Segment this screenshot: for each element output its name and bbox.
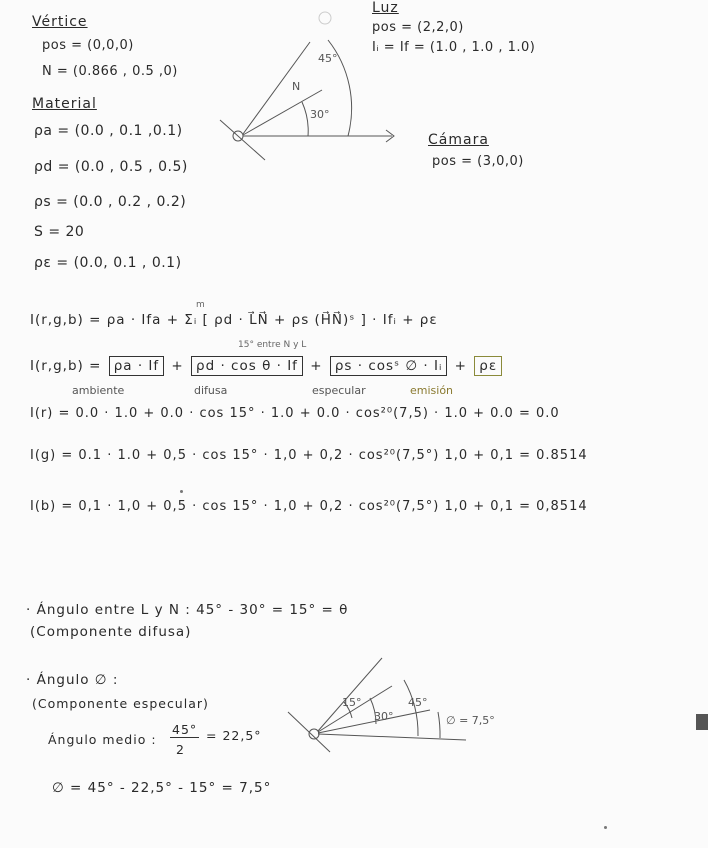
- vertex-heading: Vértice: [32, 14, 88, 30]
- material-heading: Material: [32, 96, 97, 112]
- formula-terms-lhs: I(r,g,b) =: [30, 358, 102, 374]
- light-normal-diagram: [210, 10, 410, 180]
- formula-lhs: I(r,g,b) =: [30, 312, 102, 328]
- pencil-dot: [604, 826, 607, 829]
- bottom-angle-45: 45°: [408, 696, 428, 709]
- light-intensity: Iᵢ = If = (1.0 , 1.0 , 1.0): [372, 40, 536, 55]
- bottom-phi-label: ∅ = 7,5°: [446, 714, 495, 727]
- specular-component-note: (Componente especular): [32, 696, 209, 711]
- angle-note: 15° entre N y L: [238, 340, 307, 350]
- normal-label: N: [292, 80, 301, 93]
- angle-30-label: 30°: [310, 108, 330, 121]
- phi-result: ∅ = 45° - 22,5° - 15° = 7,5°: [52, 780, 272, 796]
- diffuse-component-note: (Componente difusa): [30, 624, 192, 640]
- material-pe: ρε = (0.0, 0.1 , 0.1): [34, 255, 182, 271]
- phi-angle-heading: · Ángulo ∅ :: [26, 672, 119, 688]
- bottom-angle-15: 15°: [342, 696, 362, 709]
- arc-30: [302, 102, 308, 136]
- bottom-arc-phi: [438, 712, 440, 738]
- formula-terms: I(r,g,b) = ρa · If + ρd · cos θ · If + ρs · cosˢ ∅ · Iᵢ + ρε: [30, 356, 504, 376]
- formula-general: [30, 312, 438, 328]
- angle-45-label: 45°: [318, 52, 338, 65]
- vertex-normal: N = (0.866 , 0.5 ,0): [42, 64, 178, 79]
- result-red: I(r) = 0.0 · 1.0 + 0.0 · cos 15° · 1.0 + 0.0 · cos²⁰(7,5) · 1.0 + 0.0 = 0.0: [30, 406, 560, 421]
- vertex-position: pos = (0,0,0): [42, 38, 134, 53]
- formula-general-rhs: ρa · Ifa + Σᵢ [ ρd · L⃗N⃗ + ρs (H⃗N⃗)ˢ ] · Ifᵢ + ρε: [106, 312, 438, 328]
- result-blue: I(b) = 0,1 · 1,0 + 0,5 · cos 15° · 1,0 + 0,2 · cos²⁰(7,5°) 1,0 + 0,1 = 0,8514: [30, 499, 588, 514]
- page-edge-mark: [696, 714, 708, 730]
- half-angle-result: = 22,5°: [206, 728, 262, 743]
- result-green: I(g) = 0.1 · 1.0 + 0,5 · cos 15° · 1,0 + 0,2 · cos²⁰(7,5°) 1,0 + 0,1 = 0.8514: [30, 448, 588, 463]
- diffuse-label: difusa: [194, 384, 228, 397]
- half-angle-label: Ángulo medio :: [48, 732, 157, 747]
- bottom-angle-30: 30°: [374, 710, 394, 723]
- ambient-label: ambiente: [72, 384, 125, 397]
- half-vector-diagram: [280, 650, 520, 760]
- light-bulb-icon: [319, 12, 331, 24]
- specular-label: especular: [312, 384, 366, 397]
- angle-l-n-note: · Ángulo entre L y N : 45° - 30° = 15° = θ: [26, 602, 349, 618]
- light-heading: Luz: [372, 0, 399, 16]
- bottom-light-vector: [318, 658, 382, 731]
- camera-position: pos = (3,0,0): [432, 154, 524, 169]
- emission-label: emisión: [410, 384, 454, 397]
- half-angle-denominator: 2: [176, 742, 185, 757]
- emission-term: ρε: [474, 356, 502, 376]
- light-position: pos = (2,2,0): [372, 20, 464, 35]
- material-s: S = 20: [34, 224, 85, 240]
- material-pa: ρa = (0.0 , 0.1 ,0.1): [34, 123, 183, 139]
- diffuse-term: ρd · cos θ · If: [191, 356, 303, 376]
- bottom-view-vector: [318, 734, 466, 740]
- pencil-dot: [180, 490, 183, 493]
- material-ps: ρs = (0.0 , 0.2 , 0.2): [34, 194, 187, 210]
- specular-term: ρs · cosˢ ∅ · Iᵢ: [330, 356, 448, 376]
- sigma-upper-limit: m: [196, 300, 205, 310]
- half-angle-numerator: 45°: [172, 722, 198, 737]
- ambient-term: ρa · If: [109, 356, 164, 376]
- camera-heading: Cámara: [428, 132, 489, 148]
- material-pd: ρd = (0.0 , 0.5 , 0.5): [34, 159, 188, 175]
